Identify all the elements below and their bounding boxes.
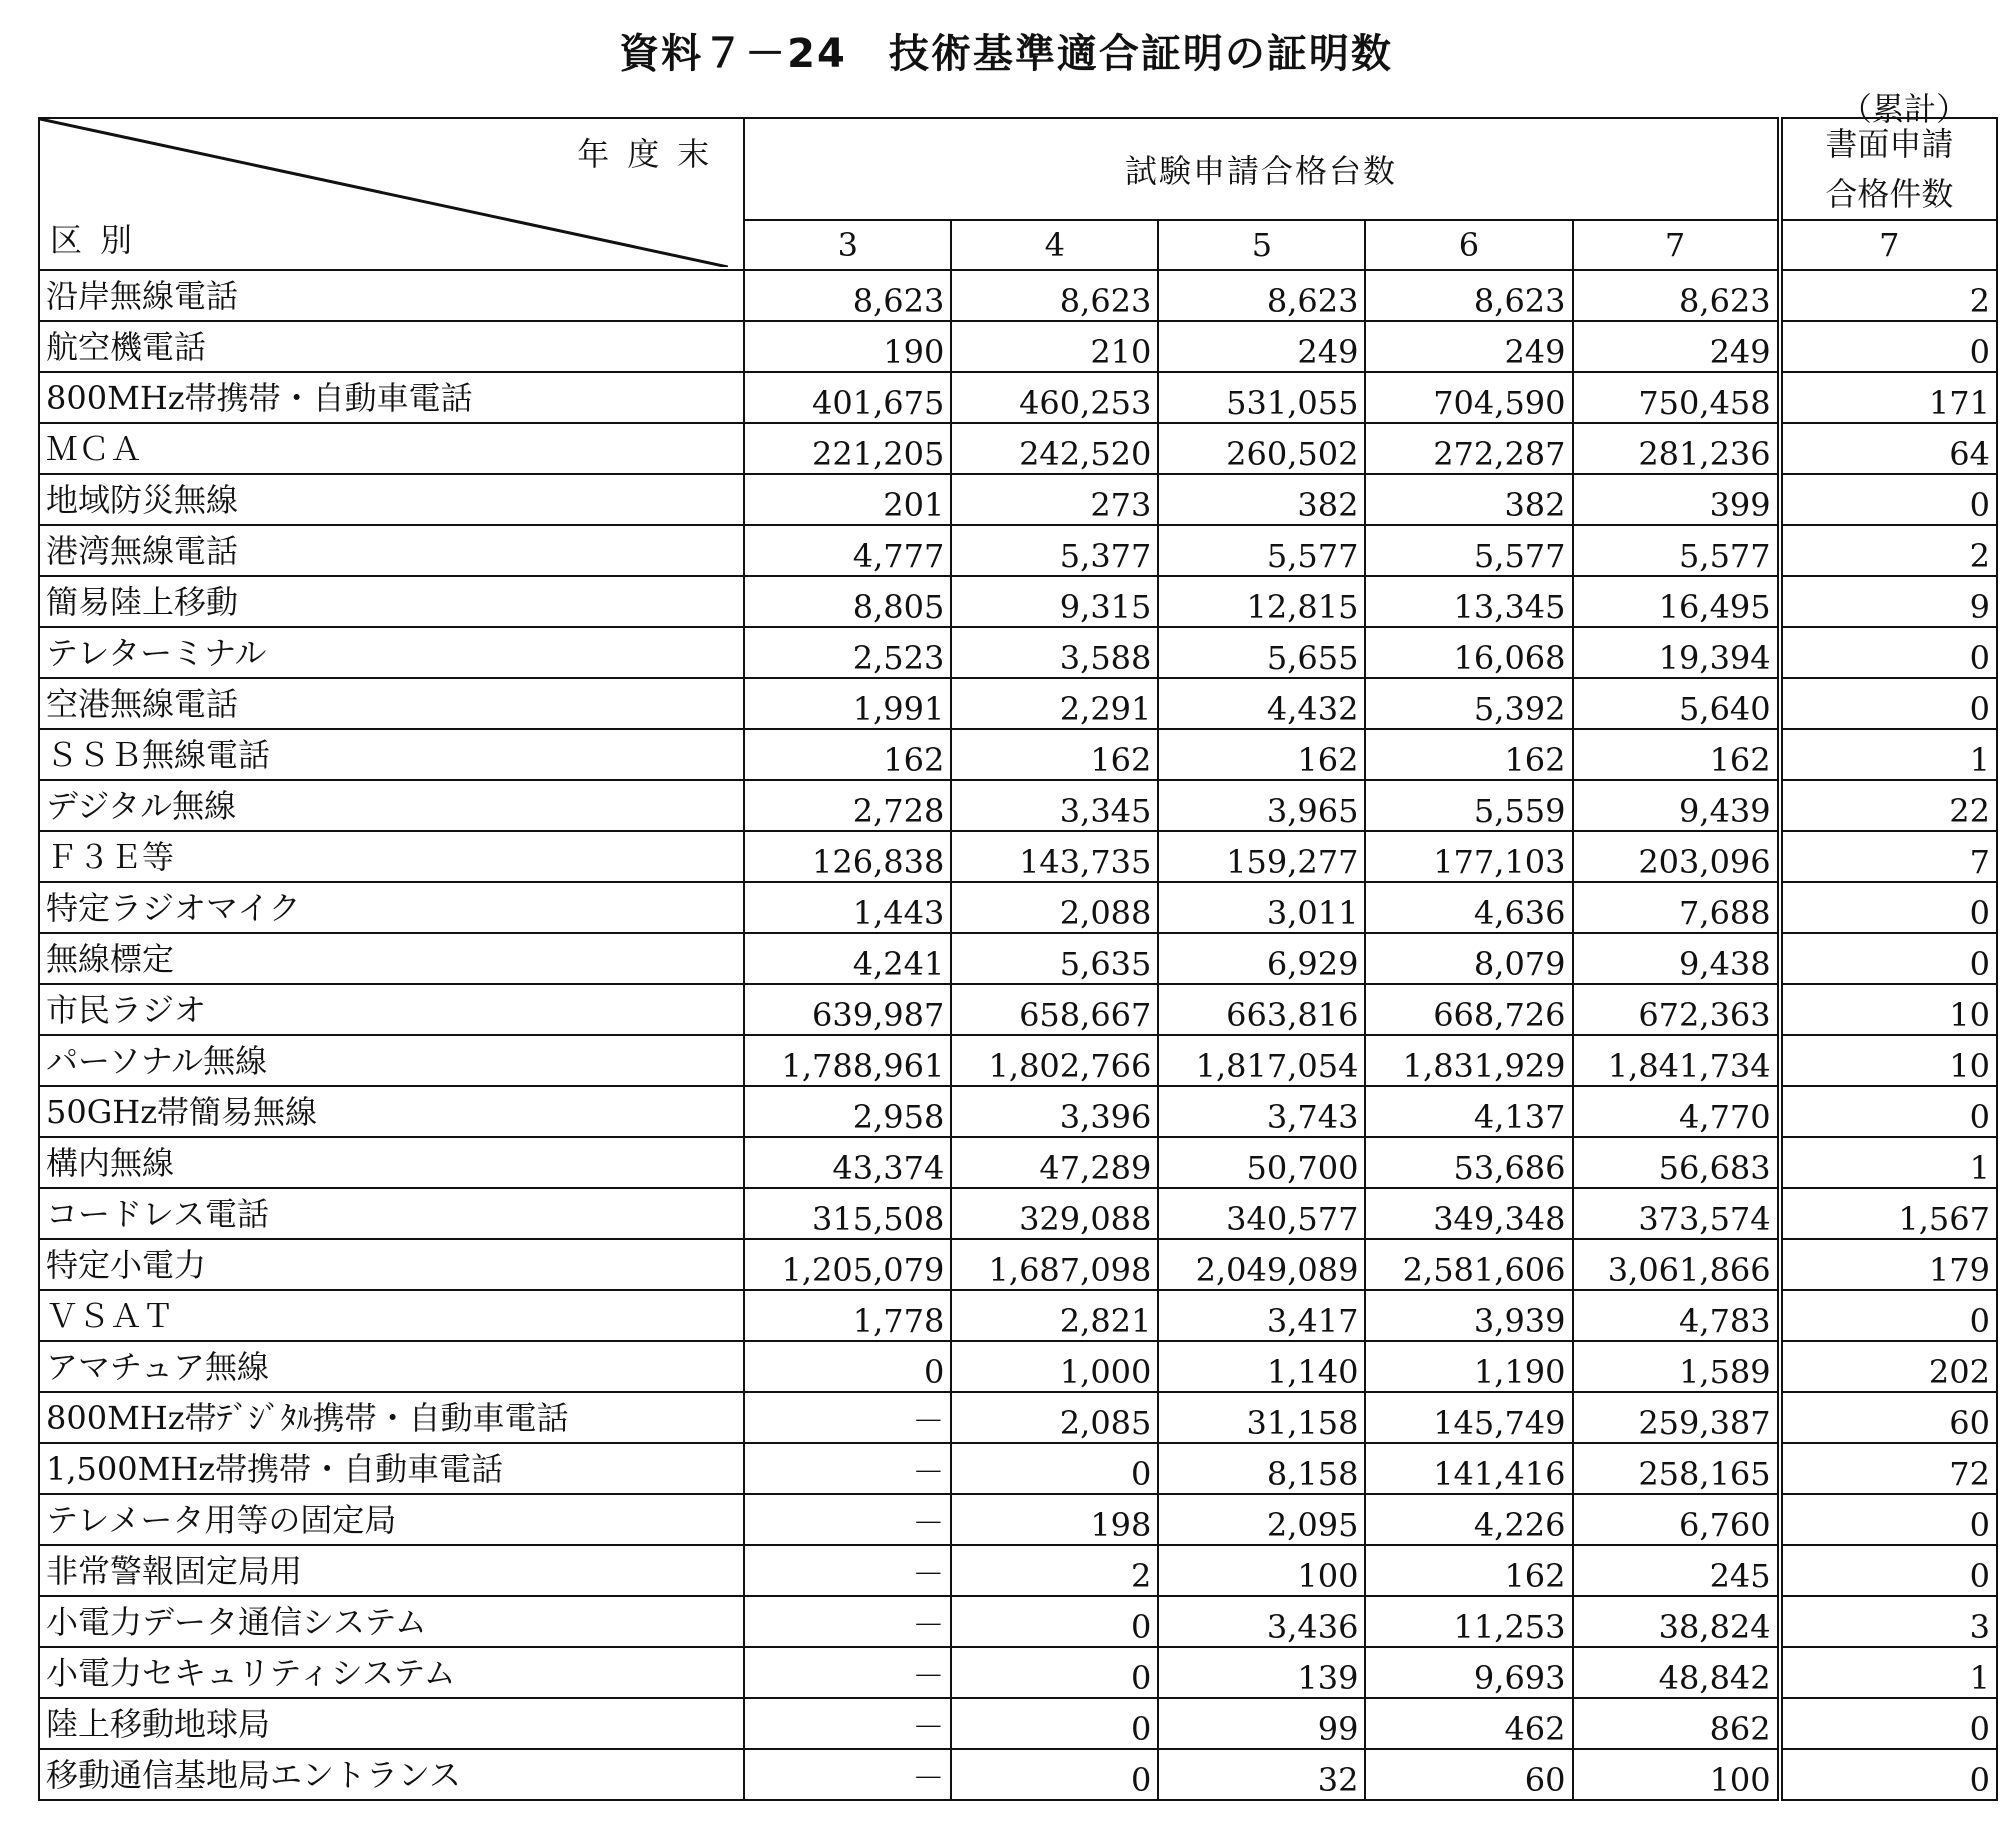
row-label: 航空機電話 — [39, 321, 744, 372]
value-cell: 100 — [1158, 1545, 1365, 1596]
row-label: 地域防災無線 — [39, 474, 744, 525]
row-label: テレメータ用等の固定局 — [39, 1494, 744, 1545]
value-cell: 5,640 — [1573, 678, 1780, 729]
doc-count-cell: 0 — [1780, 882, 1997, 933]
doc-count-cell: 60 — [1780, 1392, 1997, 1443]
value-cell: 1,589 — [1573, 1341, 1780, 1392]
value-cell: 2,581,606 — [1365, 1239, 1572, 1290]
row-label: 1,500MHz帯携帯・自動車電話 — [39, 1443, 744, 1494]
value-cell: 9,315 — [951, 576, 1158, 627]
value-cell: 8,158 — [1158, 1443, 1365, 1494]
value-cell: 31,158 — [1158, 1392, 1365, 1443]
corner-header-cell — [39, 118, 744, 270]
value-cell: 750,458 — [1573, 372, 1780, 423]
table-row — [39, 372, 1997, 423]
value-cell: － — [744, 1596, 951, 1647]
value-cell: 1,991 — [744, 678, 951, 729]
value-cell: 1,687,098 — [951, 1239, 1158, 1290]
value-cell: 11,253 — [1365, 1596, 1572, 1647]
value-cell: 100 — [1573, 1749, 1780, 1800]
value-cell: 3,011 — [1158, 882, 1365, 933]
value-cell: 2,049,089 — [1158, 1239, 1365, 1290]
year-heading: 5 — [1158, 220, 1365, 270]
table-row — [39, 321, 1997, 372]
value-cell: 2,088 — [951, 882, 1158, 933]
doc-count-cell: 171 — [1780, 372, 1997, 423]
corner-row-heading: 区別 — [50, 221, 151, 259]
value-cell: 0 — [951, 1443, 1158, 1494]
value-cell: 639,987 — [744, 984, 951, 1035]
doc-count-cell: 0 — [1780, 678, 1997, 729]
value-cell: 3,939 — [1365, 1290, 1572, 1341]
doc-count-cell: 0 — [1780, 1698, 1997, 1749]
value-cell: 2,523 — [744, 627, 951, 678]
value-cell: 8,623 — [1158, 270, 1365, 321]
table-row — [39, 1239, 1997, 1290]
value-cell: 162 — [1573, 729, 1780, 780]
table-row — [39, 576, 1997, 627]
row-label: 沿岸無線電話 — [39, 270, 744, 321]
doc-count-cell: 10 — [1780, 1035, 1997, 1086]
value-cell: 672,363 — [1573, 984, 1780, 1035]
row-label: 簡易陸上移動 — [39, 576, 744, 627]
value-cell: 3,743 — [1158, 1086, 1365, 1137]
table-row — [39, 780, 1997, 831]
table-row — [39, 1188, 1997, 1239]
doc-count-cell: 0 — [1780, 1494, 1997, 1545]
row-label: Ｆ３Ｅ等 — [39, 831, 744, 882]
value-cell: 4,636 — [1365, 882, 1572, 933]
value-cell: 8,623 — [744, 270, 951, 321]
doc-count-cell: 9 — [1780, 576, 1997, 627]
value-cell: 221,205 — [744, 423, 951, 474]
value-cell: 531,055 — [1158, 372, 1365, 423]
value-cell: － — [744, 1443, 951, 1494]
doc-count-cell: 179 — [1780, 1239, 1997, 1290]
value-cell: 5,559 — [1365, 780, 1572, 831]
value-cell: 56,683 — [1573, 1137, 1780, 1188]
value-cell: 8,623 — [951, 270, 1158, 321]
table-row — [39, 270, 1997, 321]
value-cell: 162 — [1365, 1545, 1572, 1596]
value-cell: 5,377 — [951, 525, 1158, 576]
value-cell: 382 — [1365, 474, 1572, 525]
value-cell: 159,277 — [1158, 831, 1365, 882]
value-cell: 249 — [1365, 321, 1572, 372]
table-row — [39, 1698, 1997, 1749]
row-label: パーソナル無線 — [39, 1035, 744, 1086]
doc-count-cell: 1 — [1780, 1137, 1997, 1188]
value-cell: 2 — [951, 1545, 1158, 1596]
value-cell: 373,574 — [1573, 1188, 1780, 1239]
value-cell: － — [744, 1494, 951, 1545]
document-application-heading — [1780, 118, 1997, 220]
doc-count-cell: 22 — [1780, 780, 1997, 831]
doc-count-cell: 0 — [1780, 933, 1997, 984]
doc-heading-line1: 書面申請 — [1825, 125, 1954, 163]
value-cell: 401,675 — [744, 372, 951, 423]
value-cell: 177,103 — [1365, 831, 1572, 882]
value-cell: 43,374 — [744, 1137, 951, 1188]
table-row — [39, 1035, 1997, 1086]
doc-heading-line2: 合格件数 — [1825, 175, 1954, 213]
value-cell: 198 — [951, 1494, 1158, 1545]
header-row-top — [39, 118, 1997, 220]
value-cell: 242,520 — [951, 423, 1158, 474]
value-cell: 273 — [951, 474, 1158, 525]
value-cell: 1,841,734 — [1573, 1035, 1780, 1086]
value-cell: 145,749 — [1365, 1392, 1572, 1443]
value-cell: 8,623 — [1365, 270, 1572, 321]
doc-count-cell: 10 — [1780, 984, 1997, 1035]
value-cell: 1,788,961 — [744, 1035, 951, 1086]
value-cell: 2,085 — [951, 1392, 1158, 1443]
value-cell: 0 — [744, 1341, 951, 1392]
value-cell: 38,824 — [1573, 1596, 1780, 1647]
value-cell: 1,802,766 — [951, 1035, 1158, 1086]
row-label: 市民ラジオ — [39, 984, 744, 1035]
value-cell: 1,205,079 — [744, 1239, 951, 1290]
value-cell: － — [744, 1545, 951, 1596]
value-cell: 1,000 — [951, 1341, 1158, 1392]
year-heading: 6 — [1365, 220, 1572, 270]
value-cell: 7,688 — [1573, 882, 1780, 933]
value-cell: 5,577 — [1365, 525, 1572, 576]
table-row — [39, 882, 1997, 933]
row-label: 非常警報固定局用 — [39, 1545, 744, 1596]
value-cell: 47,289 — [951, 1137, 1158, 1188]
value-cell: 382 — [1158, 474, 1365, 525]
doc-count-cell: 0 — [1780, 474, 1997, 525]
value-cell: 139 — [1158, 1647, 1365, 1698]
table-row — [39, 627, 1997, 678]
value-cell: 663,816 — [1158, 984, 1365, 1035]
value-cell: 3,061,866 — [1573, 1239, 1780, 1290]
value-cell: 3,588 — [951, 627, 1158, 678]
value-cell: 1,443 — [744, 882, 951, 933]
value-cell: 5,577 — [1573, 525, 1780, 576]
value-cell: 1,778 — [744, 1290, 951, 1341]
value-cell: 0 — [951, 1749, 1158, 1800]
value-cell: 281,236 — [1573, 423, 1780, 474]
row-label: 港湾無線電話 — [39, 525, 744, 576]
value-cell: 210 — [951, 321, 1158, 372]
doc-count-cell: 0 — [1780, 321, 1997, 372]
value-cell: 2,728 — [744, 780, 951, 831]
value-cell: 0 — [951, 1596, 1158, 1647]
table-row — [39, 1290, 1997, 1341]
value-cell: 4,226 — [1365, 1494, 1572, 1545]
row-label: デジタル無線 — [39, 780, 744, 831]
value-cell: 143,735 — [951, 831, 1158, 882]
table-row — [39, 729, 1997, 780]
value-cell: 4,777 — [744, 525, 951, 576]
value-cell: 162 — [1365, 729, 1572, 780]
value-cell: 16,068 — [1365, 627, 1572, 678]
value-cell: 249 — [1158, 321, 1365, 372]
value-cell: 258,165 — [1573, 1443, 1780, 1494]
doc-count-cell: 2 — [1780, 270, 1997, 321]
doc-count-cell: 0 — [1780, 1086, 1997, 1137]
table-row — [39, 984, 1997, 1035]
doc-count-cell: 64 — [1780, 423, 1997, 474]
row-label: アマチュア無線 — [39, 1341, 744, 1392]
certification-table — [38, 117, 1998, 1801]
table-row — [39, 1137, 1997, 1188]
value-cell: 460,253 — [951, 372, 1158, 423]
doc-count-cell: 1 — [1780, 729, 1997, 780]
table-row — [39, 474, 1997, 525]
value-cell: 201 — [744, 474, 951, 525]
doc-count-cell: 72 — [1780, 1443, 1997, 1494]
value-cell: 1,817,054 — [1158, 1035, 1365, 1086]
value-cell: 5,655 — [1158, 627, 1365, 678]
table-row — [39, 831, 1997, 882]
row-label: 特定小電力 — [39, 1239, 744, 1290]
value-cell: 249 — [1573, 321, 1780, 372]
doc-count-cell: 2 — [1780, 525, 1997, 576]
value-cell: 8,805 — [744, 576, 951, 627]
value-cell: 2,095 — [1158, 1494, 1365, 1545]
value-cell: 329,088 — [951, 1188, 1158, 1239]
value-cell: 8,079 — [1365, 933, 1572, 984]
row-label: ＳＳＢ無線電話 — [39, 729, 744, 780]
row-label: 構内無線 — [39, 1137, 744, 1188]
value-cell: 3,965 — [1158, 780, 1365, 831]
value-cell: 19,394 — [1573, 627, 1780, 678]
value-cell: 12,815 — [1158, 576, 1365, 627]
value-cell: 2,958 — [744, 1086, 951, 1137]
value-cell: 13,345 — [1365, 576, 1572, 627]
value-cell: － — [744, 1392, 951, 1443]
row-label: 移動通信基地局エントランス — [39, 1749, 744, 1800]
value-cell: 53,686 — [1365, 1137, 1572, 1188]
value-cell: 1,140 — [1158, 1341, 1365, 1392]
doc-count-cell: 1,567 — [1780, 1188, 1997, 1239]
unit-note: （累計） — [1840, 90, 1969, 128]
value-cell: 162 — [744, 729, 951, 780]
value-cell: 9,439 — [1573, 780, 1780, 831]
value-cell: 2,821 — [951, 1290, 1158, 1341]
value-cell: 3,396 — [951, 1086, 1158, 1137]
row-label: ＶＳＡＴ — [39, 1290, 744, 1341]
value-cell: 704,590 — [1365, 372, 1572, 423]
row-label: 小電力データ通信システム — [39, 1596, 744, 1647]
value-cell: 4,241 — [744, 933, 951, 984]
value-cell: 349,348 — [1365, 1188, 1572, 1239]
table-row — [39, 1341, 1997, 1392]
value-cell: 5,392 — [1365, 678, 1572, 729]
table-row — [39, 1392, 1997, 1443]
value-cell: 141,416 — [1365, 1443, 1572, 1494]
doc-count-cell: 3 — [1780, 1596, 1997, 1647]
table-row — [39, 1443, 1997, 1494]
table-row — [39, 1494, 1997, 1545]
year-heading: 3 — [744, 220, 951, 270]
doc-count-cell: 0 — [1780, 1545, 1997, 1596]
value-cell: 4,770 — [1573, 1086, 1780, 1137]
value-cell: 245 — [1573, 1545, 1780, 1596]
value-cell: 260,502 — [1158, 423, 1365, 474]
group-heading: 試験申請合格台数 — [744, 118, 1779, 220]
row-label: コードレス電話 — [39, 1188, 744, 1239]
value-cell: 3,345 — [951, 780, 1158, 831]
document-title: 資料７－24 技術基準適合証明の証明数 — [619, 31, 1393, 77]
value-cell: 6,760 — [1573, 1494, 1780, 1545]
value-cell: 4,432 — [1158, 678, 1365, 729]
value-cell: 668,726 — [1365, 984, 1572, 1035]
row-label: 陸上移動地球局 — [39, 1698, 744, 1749]
doc-count-cell: 202 — [1780, 1341, 1997, 1392]
table-row — [39, 1749, 1997, 1800]
value-cell: 1,190 — [1365, 1341, 1572, 1392]
value-cell: 6,929 — [1158, 933, 1365, 984]
value-cell: 162 — [951, 729, 1158, 780]
value-cell: 50,700 — [1158, 1137, 1365, 1188]
value-cell: 4,137 — [1365, 1086, 1572, 1137]
value-cell: 190 — [744, 321, 951, 372]
row-label: テレターミナル — [39, 627, 744, 678]
value-cell: 48,842 — [1573, 1647, 1780, 1698]
value-cell: － — [744, 1749, 951, 1800]
value-cell: 3,417 — [1158, 1290, 1365, 1341]
year-heading: 4 — [951, 220, 1158, 270]
value-cell: 9,693 — [1365, 1647, 1572, 1698]
value-cell: 32 — [1158, 1749, 1365, 1800]
value-cell: 203,096 — [1573, 831, 1780, 882]
table-row — [39, 1545, 1997, 1596]
value-cell: 1,831,929 — [1365, 1035, 1572, 1086]
value-cell: 126,838 — [744, 831, 951, 882]
value-cell: 99 — [1158, 1698, 1365, 1749]
table-row — [39, 423, 1997, 474]
row-label: 空港無線電話 — [39, 678, 744, 729]
table-row — [39, 1647, 1997, 1698]
table-row — [39, 933, 1997, 984]
value-cell: 259,387 — [1573, 1392, 1780, 1443]
doc-count-cell: 0 — [1780, 1290, 1997, 1341]
value-cell: 5,577 — [1158, 525, 1365, 576]
table-row — [39, 1086, 1997, 1137]
row-label: 特定ラジオマイク — [39, 882, 744, 933]
value-cell: 9,438 — [1573, 933, 1780, 984]
value-cell: 658,667 — [951, 984, 1158, 1035]
row-label: ＭＣＡ — [39, 423, 744, 474]
value-cell: 5,635 — [951, 933, 1158, 984]
row-label: 800MHz帯ﾃﾞｼﾞﾀﾙ携帯・自動車電話 — [39, 1392, 744, 1443]
doc-count-cell: 0 — [1780, 627, 1997, 678]
value-cell: 0 — [951, 1647, 1158, 1698]
value-cell: 2,291 — [951, 678, 1158, 729]
value-cell: 462 — [1365, 1698, 1572, 1749]
value-cell: － — [744, 1647, 951, 1698]
value-cell: 399 — [1573, 474, 1780, 525]
value-cell: － — [744, 1698, 951, 1749]
value-cell: 3,436 — [1158, 1596, 1365, 1647]
corner-column-heading: 年度末 — [577, 135, 728, 173]
row-label: 800MHz帯携帯・自動車電話 — [39, 372, 744, 423]
row-label: 50GHz帯簡易無線 — [39, 1086, 744, 1137]
value-cell: 60 — [1365, 1749, 1572, 1800]
value-cell: 862 — [1573, 1698, 1780, 1749]
value-cell: 4,783 — [1573, 1290, 1780, 1341]
year-heading: 7 — [1573, 220, 1780, 270]
table-row — [39, 1596, 1997, 1647]
doc-count-cell: 0 — [1780, 1749, 1997, 1800]
value-cell: 0 — [951, 1698, 1158, 1749]
value-cell: 340,577 — [1158, 1188, 1365, 1239]
value-cell: 8,623 — [1573, 270, 1780, 321]
row-label: 無線標定 — [39, 933, 744, 984]
value-cell: 315,508 — [744, 1188, 951, 1239]
row-label: 小電力セキュリティシステム — [39, 1647, 744, 1698]
doc-count-cell: 7 — [1780, 831, 1997, 882]
table-row — [39, 525, 1997, 576]
value-cell: 16,495 — [1573, 576, 1780, 627]
value-cell: 272,287 — [1365, 423, 1572, 474]
doc-year-heading: 7 — [1780, 220, 1997, 270]
doc-count-cell: 1 — [1780, 1647, 1997, 1698]
table-row — [39, 678, 1997, 729]
value-cell: 162 — [1158, 729, 1365, 780]
